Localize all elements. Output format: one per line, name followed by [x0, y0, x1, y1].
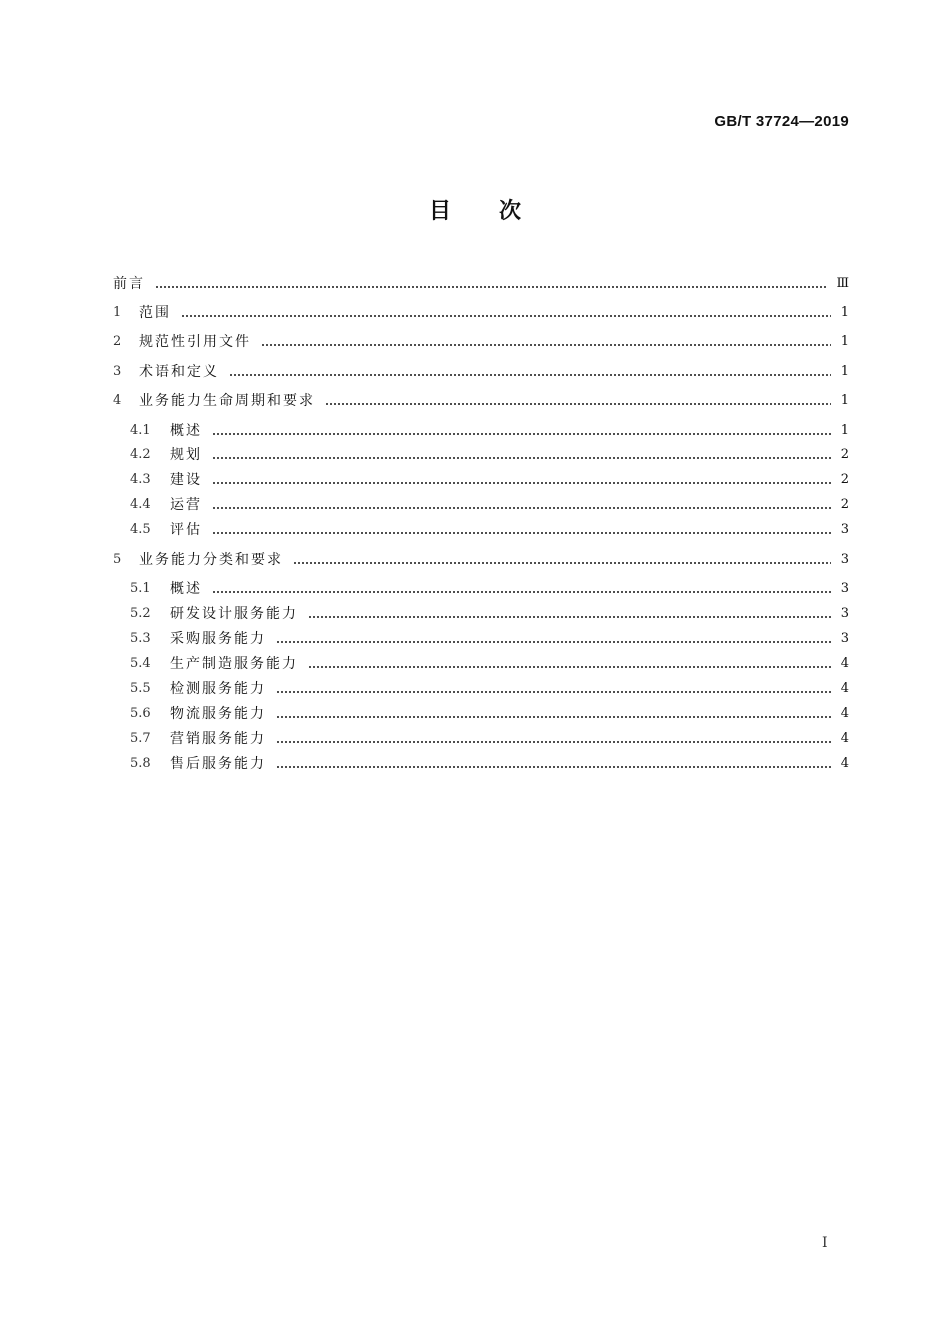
toc-entry-page: 3 — [840, 522, 849, 537]
toc-entry[interactable] — [113, 390, 849, 412]
standard-number: GB/T 37724—2019 — [714, 113, 849, 130]
toc-entry-number: 4.3 — [130, 472, 151, 487]
toc-entry-number: 4.2 — [130, 447, 151, 462]
toc-entry-number: 3 — [113, 364, 122, 379]
toc-entry-label: 评估 — [170, 522, 202, 538]
dot-leader — [212, 482, 831, 484]
toc-entry-label: 范围 — [139, 305, 171, 321]
dot-leader — [212, 591, 831, 593]
toc-entry[interactable] — [130, 469, 849, 491]
toc-entry-label: 运营 — [170, 497, 202, 513]
toc-entry[interactable] — [130, 603, 849, 625]
toc-entry-label: 售后服务能力 — [170, 756, 266, 772]
toc-entry-number: 5 — [113, 552, 122, 567]
dot-leader — [325, 403, 831, 405]
toc-entry[interactable] — [113, 302, 849, 324]
toc-entry-number: 4.1 — [130, 423, 151, 438]
toc-entry-label: 前言 — [113, 276, 145, 292]
toc-entry-number: 4.5 — [130, 522, 151, 537]
dot-leader — [155, 286, 826, 288]
toc-entry-label: 检测服务能力 — [170, 681, 266, 697]
toc-entry-page: 2 — [840, 472, 849, 487]
dot-leader — [276, 741, 831, 743]
toc-entry[interactable] — [113, 331, 849, 353]
toc-entry-page: 1 — [840, 334, 849, 349]
dot-leader — [308, 616, 831, 618]
toc-entry-label: 研发设计服务能力 — [170, 606, 298, 622]
toc-entry[interactable] — [130, 444, 849, 466]
toc-entry-label: 采购服务能力 — [170, 631, 266, 647]
toc-entry-page: 4 — [840, 681, 849, 696]
toc-entry-label: 生产制造服务能力 — [170, 656, 298, 672]
toc-entry-label: 营销服务能力 — [170, 731, 266, 747]
toc-entry-number: 5.8 — [130, 756, 151, 771]
toc-entry-page: 2 — [840, 497, 849, 512]
dot-leader — [229, 374, 831, 376]
toc-entry[interactable] — [130, 728, 849, 750]
dot-leader — [276, 641, 831, 643]
toc-entry[interactable] — [130, 703, 849, 725]
dot-leader — [276, 766, 831, 768]
toc-entry[interactable] — [113, 273, 849, 295]
toc-entry-page: 3 — [840, 606, 849, 621]
toc-entry-page: 1 — [840, 364, 849, 379]
toc-entry-page: 3 — [840, 552, 849, 567]
toc-entry[interactable] — [130, 628, 849, 650]
toc-entry-label: 概述 — [170, 581, 202, 597]
dot-leader — [212, 433, 831, 435]
toc-entry-label: 业务能力生命周期和要求 — [139, 393, 315, 409]
toc-entry[interactable] — [130, 578, 849, 600]
dot-leader — [212, 457, 831, 459]
toc-entry-number: 1 — [113, 305, 122, 320]
toc-entry-page: 3 — [840, 581, 849, 596]
toc-entry-number: 5.7 — [130, 731, 151, 746]
toc-entry[interactable] — [113, 361, 849, 383]
toc-entry[interactable] — [130, 753, 849, 775]
toc-entry-page: 4 — [840, 731, 849, 746]
dot-leader — [308, 666, 831, 668]
toc-entry[interactable] — [130, 653, 849, 675]
toc-entry-number: 4 — [113, 393, 122, 408]
toc-entry-number: 5.3 — [130, 631, 151, 646]
toc-entry-number: 4.4 — [130, 497, 151, 512]
toc-entry-page: 1 — [840, 305, 849, 320]
toc-entry-number: 5.2 — [130, 606, 151, 621]
toc-entry[interactable] — [130, 519, 849, 541]
toc-entry-label: 规范性引用文件 — [139, 334, 251, 350]
toc-entry-page: 1 — [840, 393, 849, 408]
dot-leader — [212, 507, 831, 509]
toc-entry-label: 术语和定义 — [139, 364, 219, 380]
dot-leader — [212, 532, 831, 534]
toc-entry-page: 3 — [840, 631, 849, 646]
toc-entry-page: 2 — [840, 447, 849, 462]
toc-entry-number: 2 — [113, 334, 122, 349]
page-title: 目次 — [428, 199, 569, 224]
dot-leader — [181, 315, 831, 317]
toc-entry-page: 4 — [840, 706, 849, 721]
toc-entry-label: 规划 — [170, 447, 202, 463]
toc-entry[interactable] — [130, 420, 849, 442]
page-number: I — [822, 1235, 828, 1251]
toc-entry-label: 物流服务能力 — [170, 706, 266, 722]
dot-leader — [261, 344, 831, 346]
toc-entry-page: Ⅲ — [836, 276, 849, 291]
toc-entry-label: 概述 — [170, 423, 202, 439]
toc-entry-number: 5.6 — [130, 706, 151, 721]
toc-entry-number: 5.5 — [130, 681, 151, 696]
toc-entry[interactable] — [113, 549, 849, 571]
dot-leader — [293, 562, 831, 564]
toc-entry-page: 4 — [840, 656, 849, 671]
toc-entry-page: 1 — [840, 423, 849, 438]
toc-entry[interactable] — [130, 678, 849, 700]
toc-entry-page: 4 — [840, 756, 849, 771]
dot-leader — [276, 691, 831, 693]
toc-entry-label: 建设 — [170, 472, 202, 488]
toc-entry[interactable] — [130, 494, 849, 516]
toc-entry-number: 5.1 — [130, 581, 151, 596]
dot-leader — [276, 716, 831, 718]
toc-entry-label: 业务能力分类和要求 — [139, 552, 283, 568]
toc-entry-number: 5.4 — [130, 656, 151, 671]
